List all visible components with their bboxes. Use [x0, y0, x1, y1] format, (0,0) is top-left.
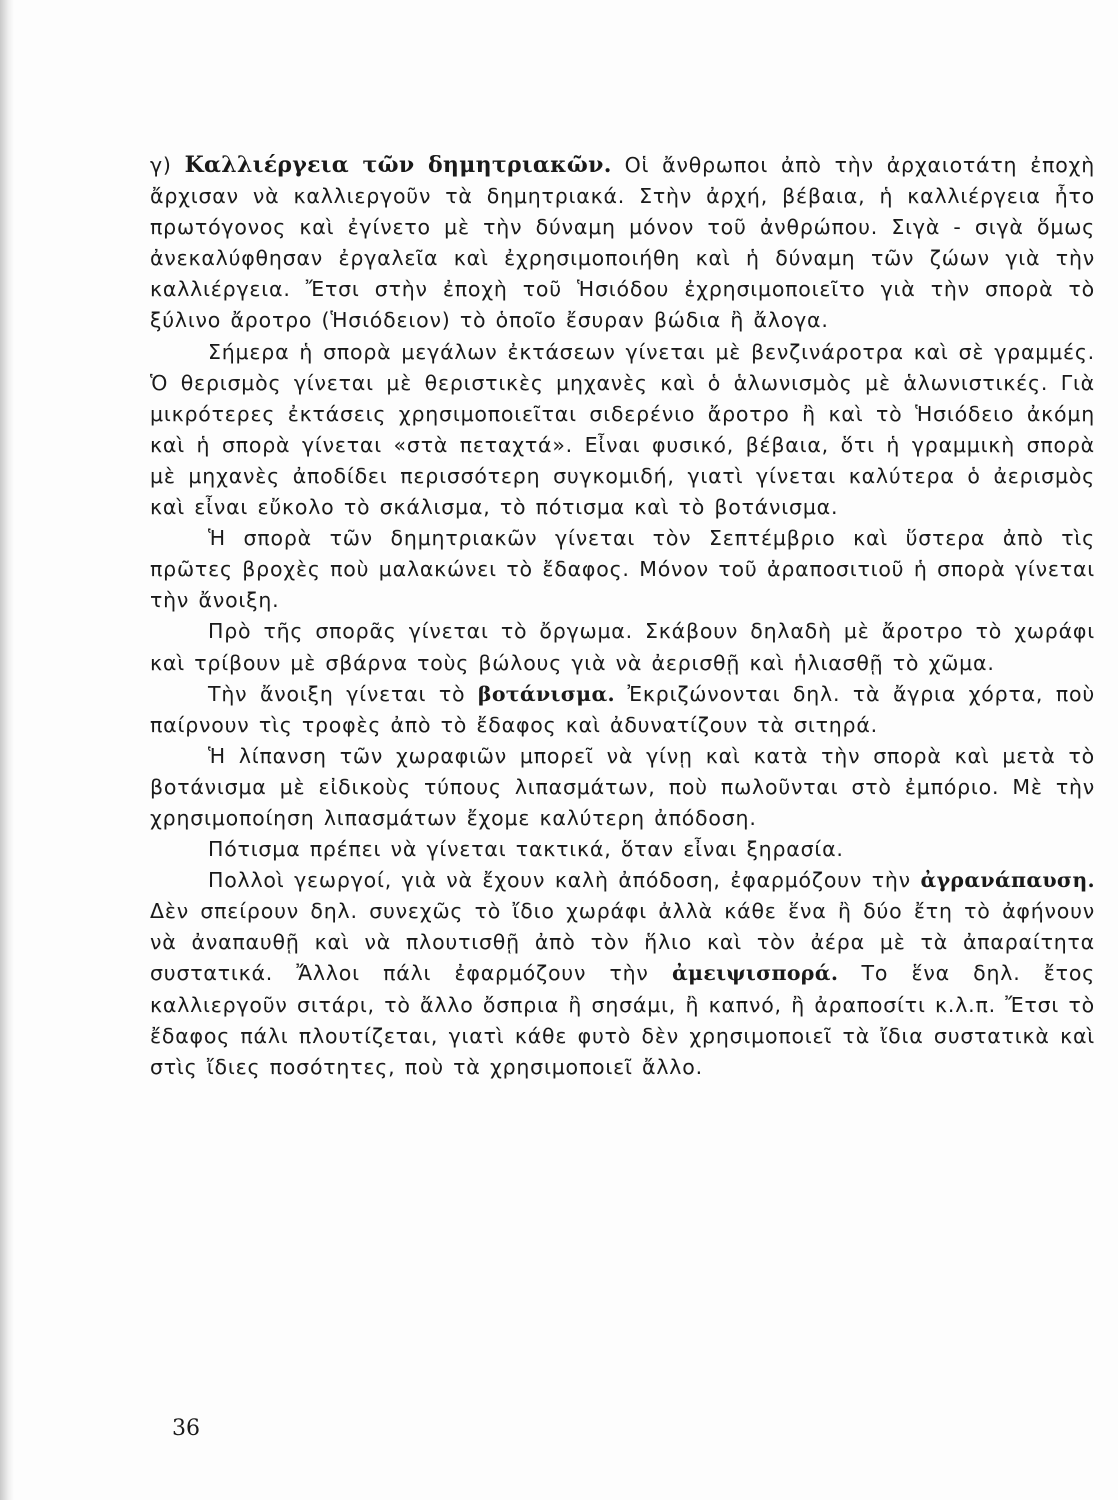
paragraph-2: Σήμερα ἡ σπορὰ μεγάλων ἐκτάσεων γίνεται μὲ βενζινάροτρα καὶ σὲ γραμμές. Ὁ θερισμὸς γίνεται μὲ θεριστικὲς μηχανὲς καὶ ὁ ἁλωνισμὸς μὲ ἁλωνιστικές. Γιὰ μικρότερες ἐκτάσεις χρησιμοποιεῖται σιδερένιο ἄροτρο ἢ καὶ τὸ Ἡσιόδειο ἀκόμη καὶ ἡ σπορὰ γίνεται «στὰ πεταχτά». Εἶναι φυσικό, βέβαια, ὅτι ἡ γραμμικὴ σπορὰ μὲ μηχανὲς ἀποδίδει περισσότερη συγκομιδή, γιατὶ γίνεται καλύτερα ὁ ἀερισμὸς καὶ εἶναι εὔκολο τὸ σκάλισμα, τὸ πότισμα καὶ τὸ βοτάνισμα. [150, 339, 1095, 520]
paragraph-6: Ἡ λίπανση τῶν χωραφιῶν μπορεῖ νὰ γίνῃ καὶ κατὰ τὴν σπορὰ καὶ μετὰ τὸ βοτάνισμα μὲ εἰδικοὺς τύπους λιπασμάτων, ποὺ πωλοῦνται στὸ ἐμπόριο. Μὲ τὴν χρησιμοποίηση λιπασμάτων ἔχομε καλύτερη ἀπόδοση. [150, 743, 1095, 830]
paragraph-7: Πότισμα πρέπει νὰ γίνεται τακτικά, ὅταν εἶναι ξηρασία. [208, 837, 844, 862]
paragraph-8-middle: Δὲν σπείρουν δηλ. συνεχῶς τὸ ἴδιο χωράφι ἀλλὰ κάθε ἕνα ἢ δύο ἔτη τὸ ἀφήνουν νὰ ἀναπαυθῇ καὶ νὰ πλουτισθῇ ἀπὸ τὸν ἥλιο καὶ τὸν ἀέρα μὲ τὰ ἀπαραίτητα συστατικά. Ἄλλοι πάλι ἐφαρμόζουν τὴν [150, 899, 1095, 986]
page-number: 36 [172, 1416, 200, 1441]
section-title: Καλλιέργεια τῶν δημητριακῶν. [184, 152, 612, 178]
paragraph-8-start: Πολλοὶ γεωργοί, γιὰ νὰ ἔχουν καλὴ ἀπόδοση, ἐφαρμόζουν τὴν [208, 868, 921, 893]
paragraph-1 [150, 150, 1095, 337]
paragraph-4: Πρὸ τῆς σπορᾶς γίνεται τὸ ὄργωμα. Σκάβουν δηλαδὴ μὲ ἄροτρο τὸ χωράφι καὶ τρίβουν μὲ σβάρνα τοὺς βώλους γιὰ νὰ ἀερισθῇ καὶ ἡλιασθῇ τὸ χῶμα. [150, 619, 1095, 675]
paragraph-5 [150, 679, 1095, 741]
term-votanisma: βοτάνισμα. [477, 681, 615, 706]
page-binding-edge [0, 0, 14, 1500]
paragraph-8 [150, 865, 1095, 1083]
term-ameipsispora: ἀμειψισπορά. [671, 961, 839, 986]
page-body [150, 150, 1095, 1083]
paragraph-5-end: Ἐκριζώνονται δηλ. τὰ ἄγρια χόρτα, ποὺ παίρνουν τὶς τροφὲς ἀπὸ τὸ ἔδαφος καὶ ἀδυνατίζουν τὰ σιτηρά. [150, 681, 1095, 737]
term-agranapafsi: ἀγρανάπαυση. [920, 868, 1095, 893]
paragraph-1-text: Οἱ ἄνθρωποι ἀπὸ τὴν ἀρχαιοτάτη ἐποχὴ ἄρχισαν νὰ καλλιεργοῦν τὰ δημητριακά. Στὴν ἀρχή, βέβαια, ἡ καλλιέργεια ἦτο πρωτόγονος καὶ ἐγίνετο μὲ τὴν δύναμη μόνον τοῦ ἀνθρώπου. Σιγὰ - σιγὰ ὅμως ἀνεκαλύφθησαν ἐργαλεῖα καὶ ἐχρησιμοποιήθη καὶ ἡ δύναμη τῶν ζώων γιὰ τὴν καλλιέργεια. Ἔτσι στὴν ἐποχὴ τοῦ Ἡσιόδου ἐχρησιμοποιεῖτο γιὰ τὴν σπορὰ τὸ ξύλινο ἄροτρο (Ἡσιόδειον) τὸ ὁποῖο ἔσυραν βώδια ἢ ἄλογα. [150, 153, 1095, 333]
paragraph-3: Ἡ σπορὰ τῶν δημητριακῶν γίνεται τὸν Σεπτέμβριο καὶ ὕστερα ἀπὸ τὶς πρῶτες βροχὲς ποὺ μαλακώνει τὸ ἔδαφος. Μόνον τοῦ ἀραποσιτιοῦ ἡ σπορὰ γίνεται τὴν ἄνοιξη. [150, 526, 1095, 613]
paragraph-5-start: Τὴν ἄνοιξη γίνεται τὸ [208, 681, 478, 706]
section-prefix: γ) [150, 153, 172, 177]
paragraph-8-end: Το ἕνα δηλ. ἔτος καλλιεργοῦν σιτάρι, τὸ ἄλλο ὄσπρια ἢ σησάμι, ἢ καπνό, ἢ ἀραποσίτι κ.λ.π. Ἔτσι τὸ ἔδαφος πάλι πλουτίζεται, γιατὶ κάθε φυτὸ δὲν χρησιμοποιεῖ τὰ ἴδια συστατικὰ καὶ στὶς ἴδιες ποσότητες, ποὺ τὰ χρησιμοποιεῖ ἄλλο. [150, 961, 1095, 1079]
